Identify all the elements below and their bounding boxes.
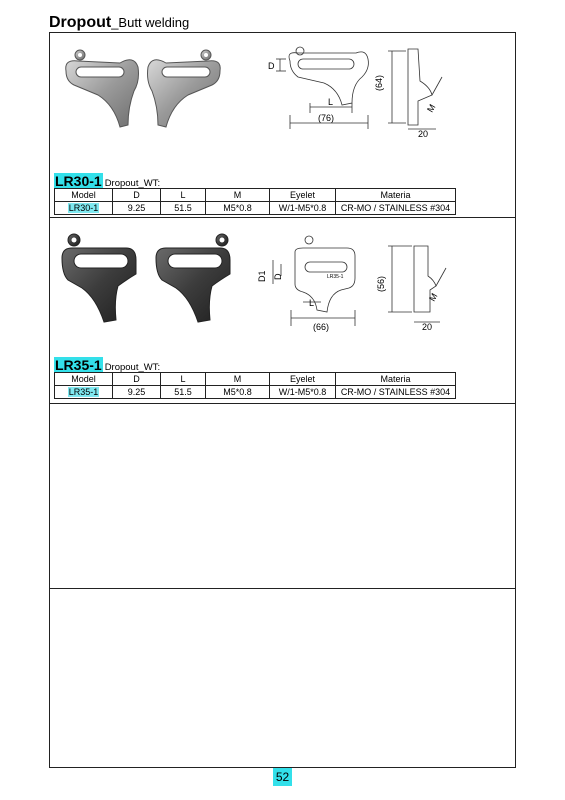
cell-d: 9.25: [113, 202, 161, 215]
lr35-1-dim-thick: 20: [422, 322, 433, 332]
col-materia: Materia: [336, 373, 456, 386]
col-m: M: [206, 373, 270, 386]
lr30-1-side-drawing: [370, 41, 470, 137]
col-d: D: [113, 189, 161, 202]
lr30-1-dim-thick: 20: [418, 129, 429, 137]
lr30-1-left-piece: [66, 50, 139, 127]
lr35-1-spec-table: [54, 372, 456, 399]
lr30-1-spec-table: [54, 188, 456, 215]
lr35-1-product-photo: [56, 228, 236, 328]
lr35-1-left-piece: [62, 234, 136, 322]
lr35-1-dim-d1: D1: [257, 270, 267, 282]
lr30-1-model-desc: Dropout_WT:: [104, 178, 161, 189]
empty-section-4: [50, 589, 515, 767]
table-header-row: [55, 373, 456, 386]
cell-l: 51.5: [161, 202, 206, 215]
cell-model: LR35-1: [55, 386, 113, 399]
lr35-1-right-piece: [156, 234, 230, 322]
lr30-1-dim-width: (76): [318, 113, 335, 123]
lr30-1-dim-l: L: [328, 97, 334, 107]
cell-model: LR30-1: [55, 202, 113, 215]
lr35-1-model-code: LR35-1: [55, 357, 102, 373]
product-section-lr30-1: [50, 33, 515, 218]
lr30-1-model-code: LR30-1: [55, 173, 102, 189]
cell-d: 9.25: [113, 386, 161, 399]
lr35-1-dim-d: D: [273, 273, 283, 280]
lr30-1-dim-height: (64): [374, 74, 384, 91]
col-l: L: [161, 189, 206, 202]
lr30-1-dim-d: D: [268, 61, 275, 71]
product-section-lr35-1: [50, 218, 515, 404]
table-row: [55, 386, 456, 399]
cell-l: 51.5: [161, 386, 206, 399]
col-l: L: [161, 373, 206, 386]
lr30-1-product-photo: [58, 45, 228, 135]
catalog-frame: [49, 32, 516, 768]
col-model: Model: [55, 373, 113, 386]
empty-section-3: [50, 404, 515, 589]
header-title: Dropout: [49, 14, 112, 31]
lr35-1-dim-m: M: [427, 291, 440, 303]
cell-m: M5*0.8: [206, 386, 270, 399]
table-row: [55, 202, 456, 215]
cell-m: M5*0.8: [206, 202, 270, 215]
col-eyelet: Eyelet: [270, 189, 336, 202]
lr35-1-engraving: LR35-1: [327, 274, 344, 280]
col-model: Model: [55, 189, 113, 202]
lr35-1-side-drawing: [370, 226, 470, 332]
cell-eyelet: W/1-M5*0.8: [270, 386, 336, 399]
col-eyelet: Eyelet: [270, 373, 336, 386]
lr35-1-dim-l: L: [309, 298, 315, 308]
header-subtitle: _Butt welding: [111, 15, 190, 30]
col-materia: Materia: [336, 189, 456, 202]
cell-eyelet: W/1-M5*0.8: [270, 202, 336, 215]
lr35-1-dim-width: (66): [313, 322, 330, 332]
lr30-1-right-piece: [148, 50, 221, 127]
cell-materia: CR-MO / STAINLESS #304: [336, 202, 456, 215]
cell-materia: CR-MO / STAINLESS #304: [336, 386, 456, 399]
lr35-1-model-desc: Dropout_WT:: [104, 362, 161, 373]
lr35-1-dim-height: (56): [376, 275, 386, 292]
page-header: [49, 14, 189, 32]
lr30-1-dim-m: M: [425, 102, 438, 114]
col-m: M: [206, 189, 270, 202]
page-number: 52: [273, 768, 292, 786]
table-header-row: [55, 189, 456, 202]
col-d: D: [113, 373, 161, 386]
